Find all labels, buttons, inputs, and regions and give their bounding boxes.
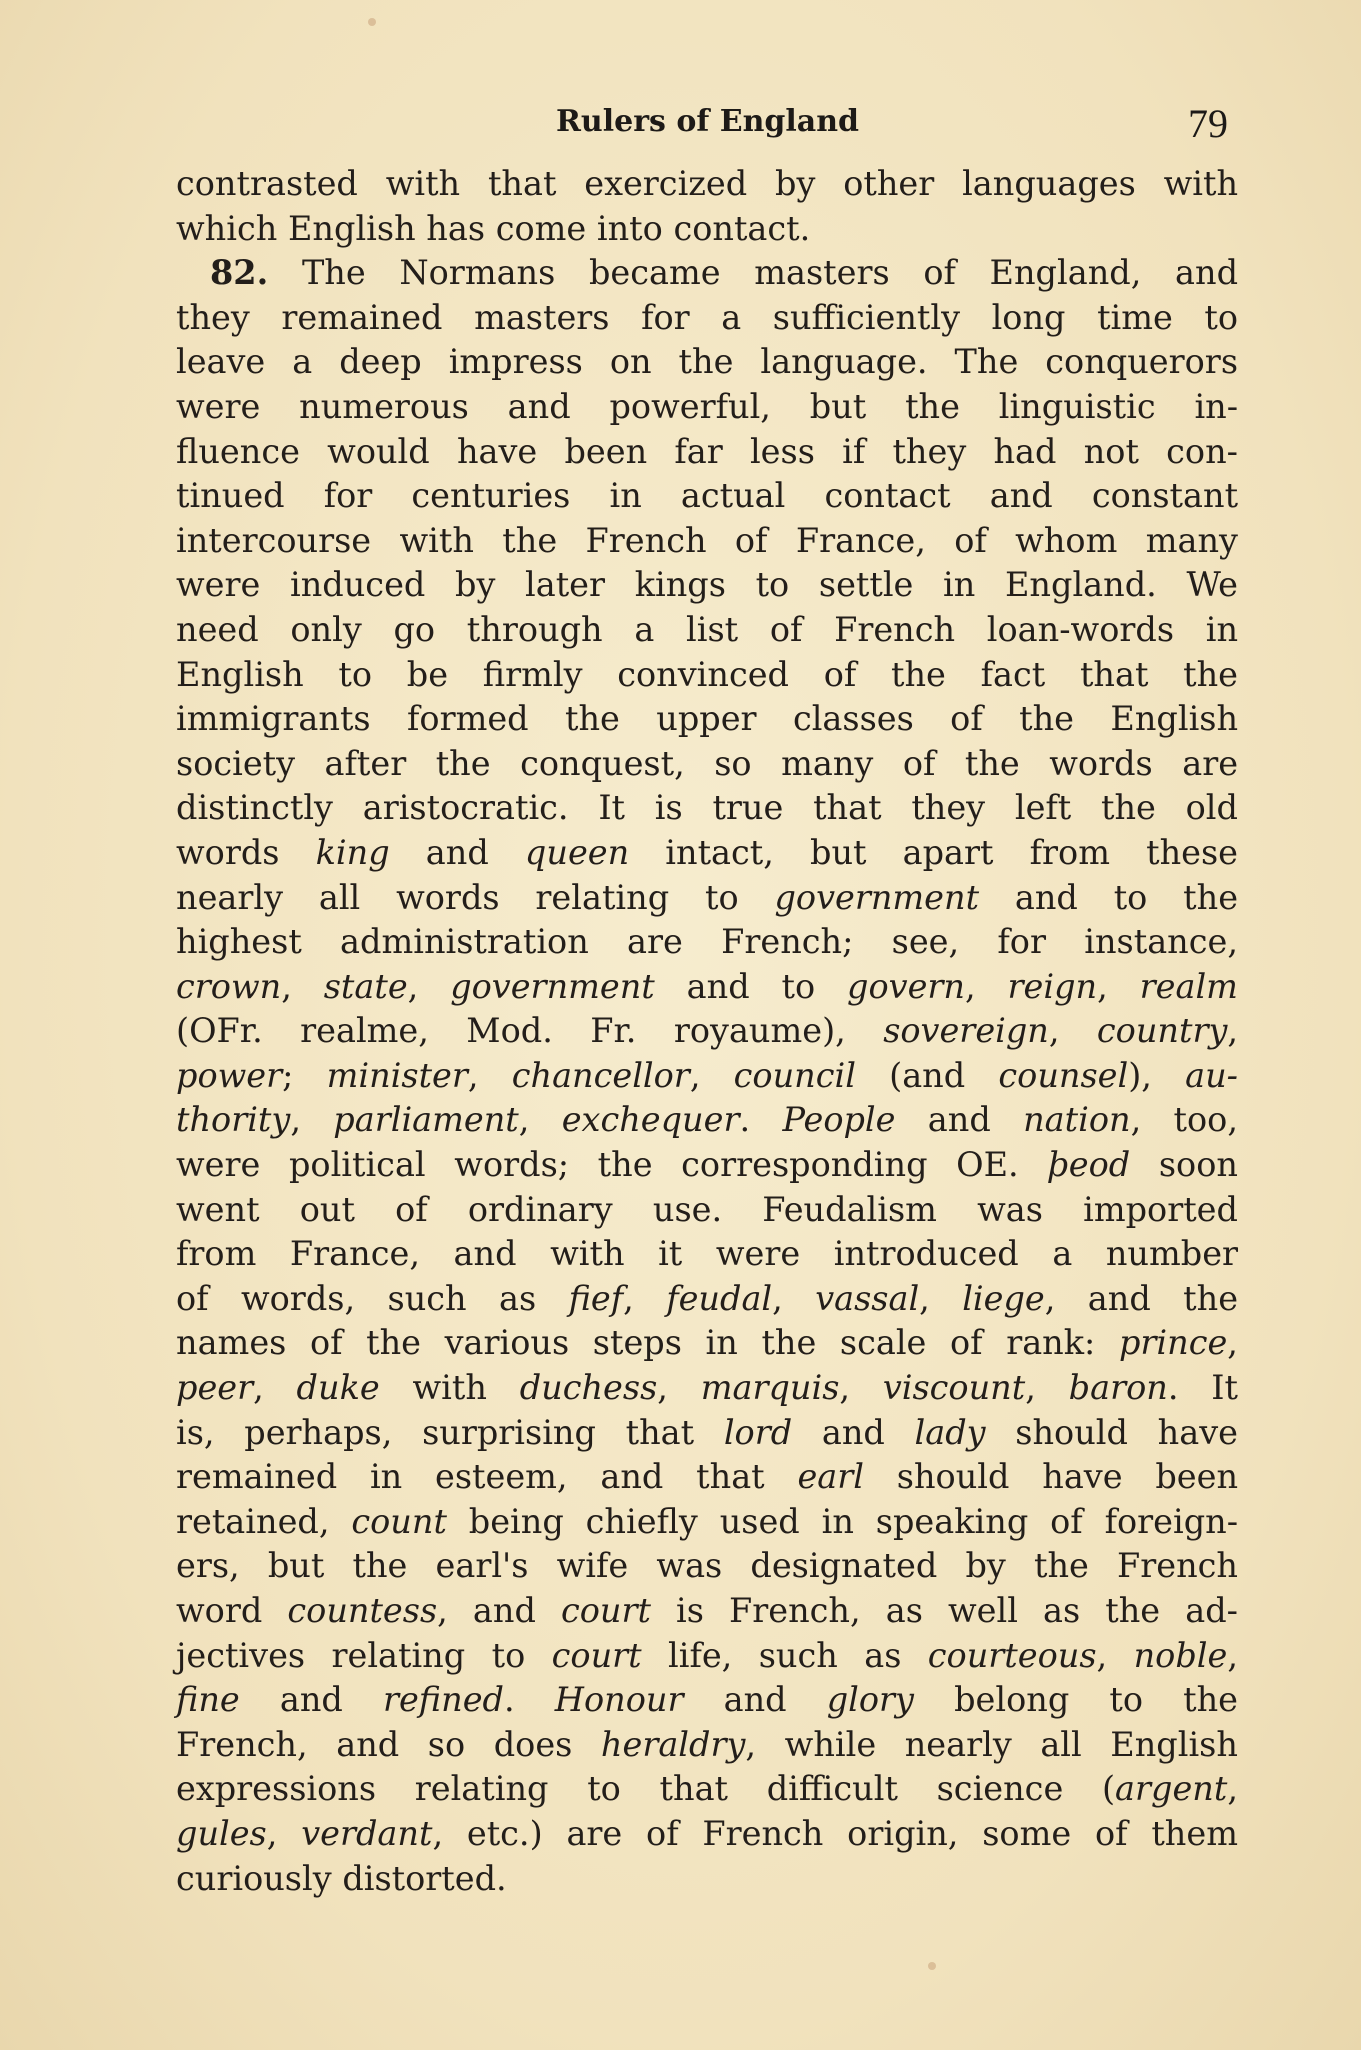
text-line: were numerous and powerful, but the linguistic in- [176, 386, 1239, 426]
text-line: French, and so does heraldry, while nearly all English [176, 1724, 1238, 1764]
text-line: highest administration are French; see, for instance, [176, 922, 1238, 962]
page-header [176, 100, 1238, 144]
text-line: (OFr. realme, Mod. Fr. royaume), sovereign, country, [176, 1011, 1239, 1051]
text-line: is, perhaps, surprising that lord and lady should have [176, 1412, 1238, 1452]
section-number: 82. [210, 253, 269, 293]
text-line: power; minister, chancellor, council (and counsel), au- [176, 1055, 1238, 1095]
text-line: fine and refined. Honour and glory belong to the [176, 1680, 1239, 1720]
text-line: of words, such as fief, feudal, vassal, liege, and the [176, 1278, 1239, 1318]
text-line: tinued for centuries in actual contact and constant [176, 476, 1239, 516]
text-line: retained, count being chiefly used in speaking of foreign- [176, 1501, 1239, 1541]
text-line: from France, and with it were introduced a number [176, 1234, 1239, 1274]
paper-stain [368, 18, 376, 26]
text-line: society after the conquest, so many of the words are [176, 743, 1239, 783]
text-line: fluence would have been far less if they had not con- [176, 431, 1238, 471]
running-title: Rulers of England [556, 104, 860, 139]
text-line: need only go through a list of French loan-words in [176, 609, 1239, 649]
text-line: were induced by later kings to settle in England. We [176, 565, 1238, 605]
text-line: peer, duke with duchess, marquis, viscount, baron. It [176, 1368, 1238, 1408]
text-line: leave a deep impress on the language. The conquerors [176, 342, 1239, 382]
text-line: names of the various steps in the scale of rank: prince, [176, 1323, 1238, 1363]
text-line: English to be firmly convinced of the fact that the [176, 654, 1239, 694]
text-line: 82. The Normans became masters of England, and [210, 253, 1239, 293]
text-line: curiously distorted. [176, 1858, 507, 1898]
text-line: jectives relating to court life, such as courteous, noble, [176, 1635, 1238, 1675]
text-line: expressions relating to that difficult science (argent, [176, 1769, 1238, 1809]
text-line: remained in esteem, and that earl should have been [176, 1457, 1239, 1497]
text-line: ers, but the earl's wife was designated by the French [176, 1546, 1239, 1586]
text-line: they remained masters for a sufficiently long time to [176, 297, 1239, 337]
body-text [176, 162, 1238, 1901]
text-line: which English has come into contact. [176, 208, 811, 248]
text-line: were political words; the corresponding OE. þeod soon [176, 1145, 1238, 1185]
text-line: words king and queen intact, but apart from these [176, 832, 1239, 872]
text-line: gules, verdant, etc.) are of French origin, some of them [176, 1813, 1238, 1853]
text-line: immigrants formed the upper classes of the English [176, 699, 1239, 739]
page-number: 79 [1188, 101, 1228, 146]
text-line: intercourse with the French of France, of whom many [176, 520, 1238, 560]
text-line: contrasted with that exercized by other languages with [176, 164, 1239, 203]
text-line: crown, state, government and to govern, reign, realm [176, 966, 1238, 1006]
paper-stain [928, 1962, 936, 1970]
text-line: nearly all words relating to government and to the [176, 877, 1239, 917]
text-line: distinctly aristocratic. It is true that they left the old [176, 788, 1238, 828]
text-line: went out of ordinary use. Feudalism was imported [176, 1189, 1238, 1229]
text-line: word countess, and court is French, as well as the ad- [176, 1591, 1238, 1630]
text-line: thority, parliament, exchequer. People and nation, too, [176, 1100, 1238, 1140]
